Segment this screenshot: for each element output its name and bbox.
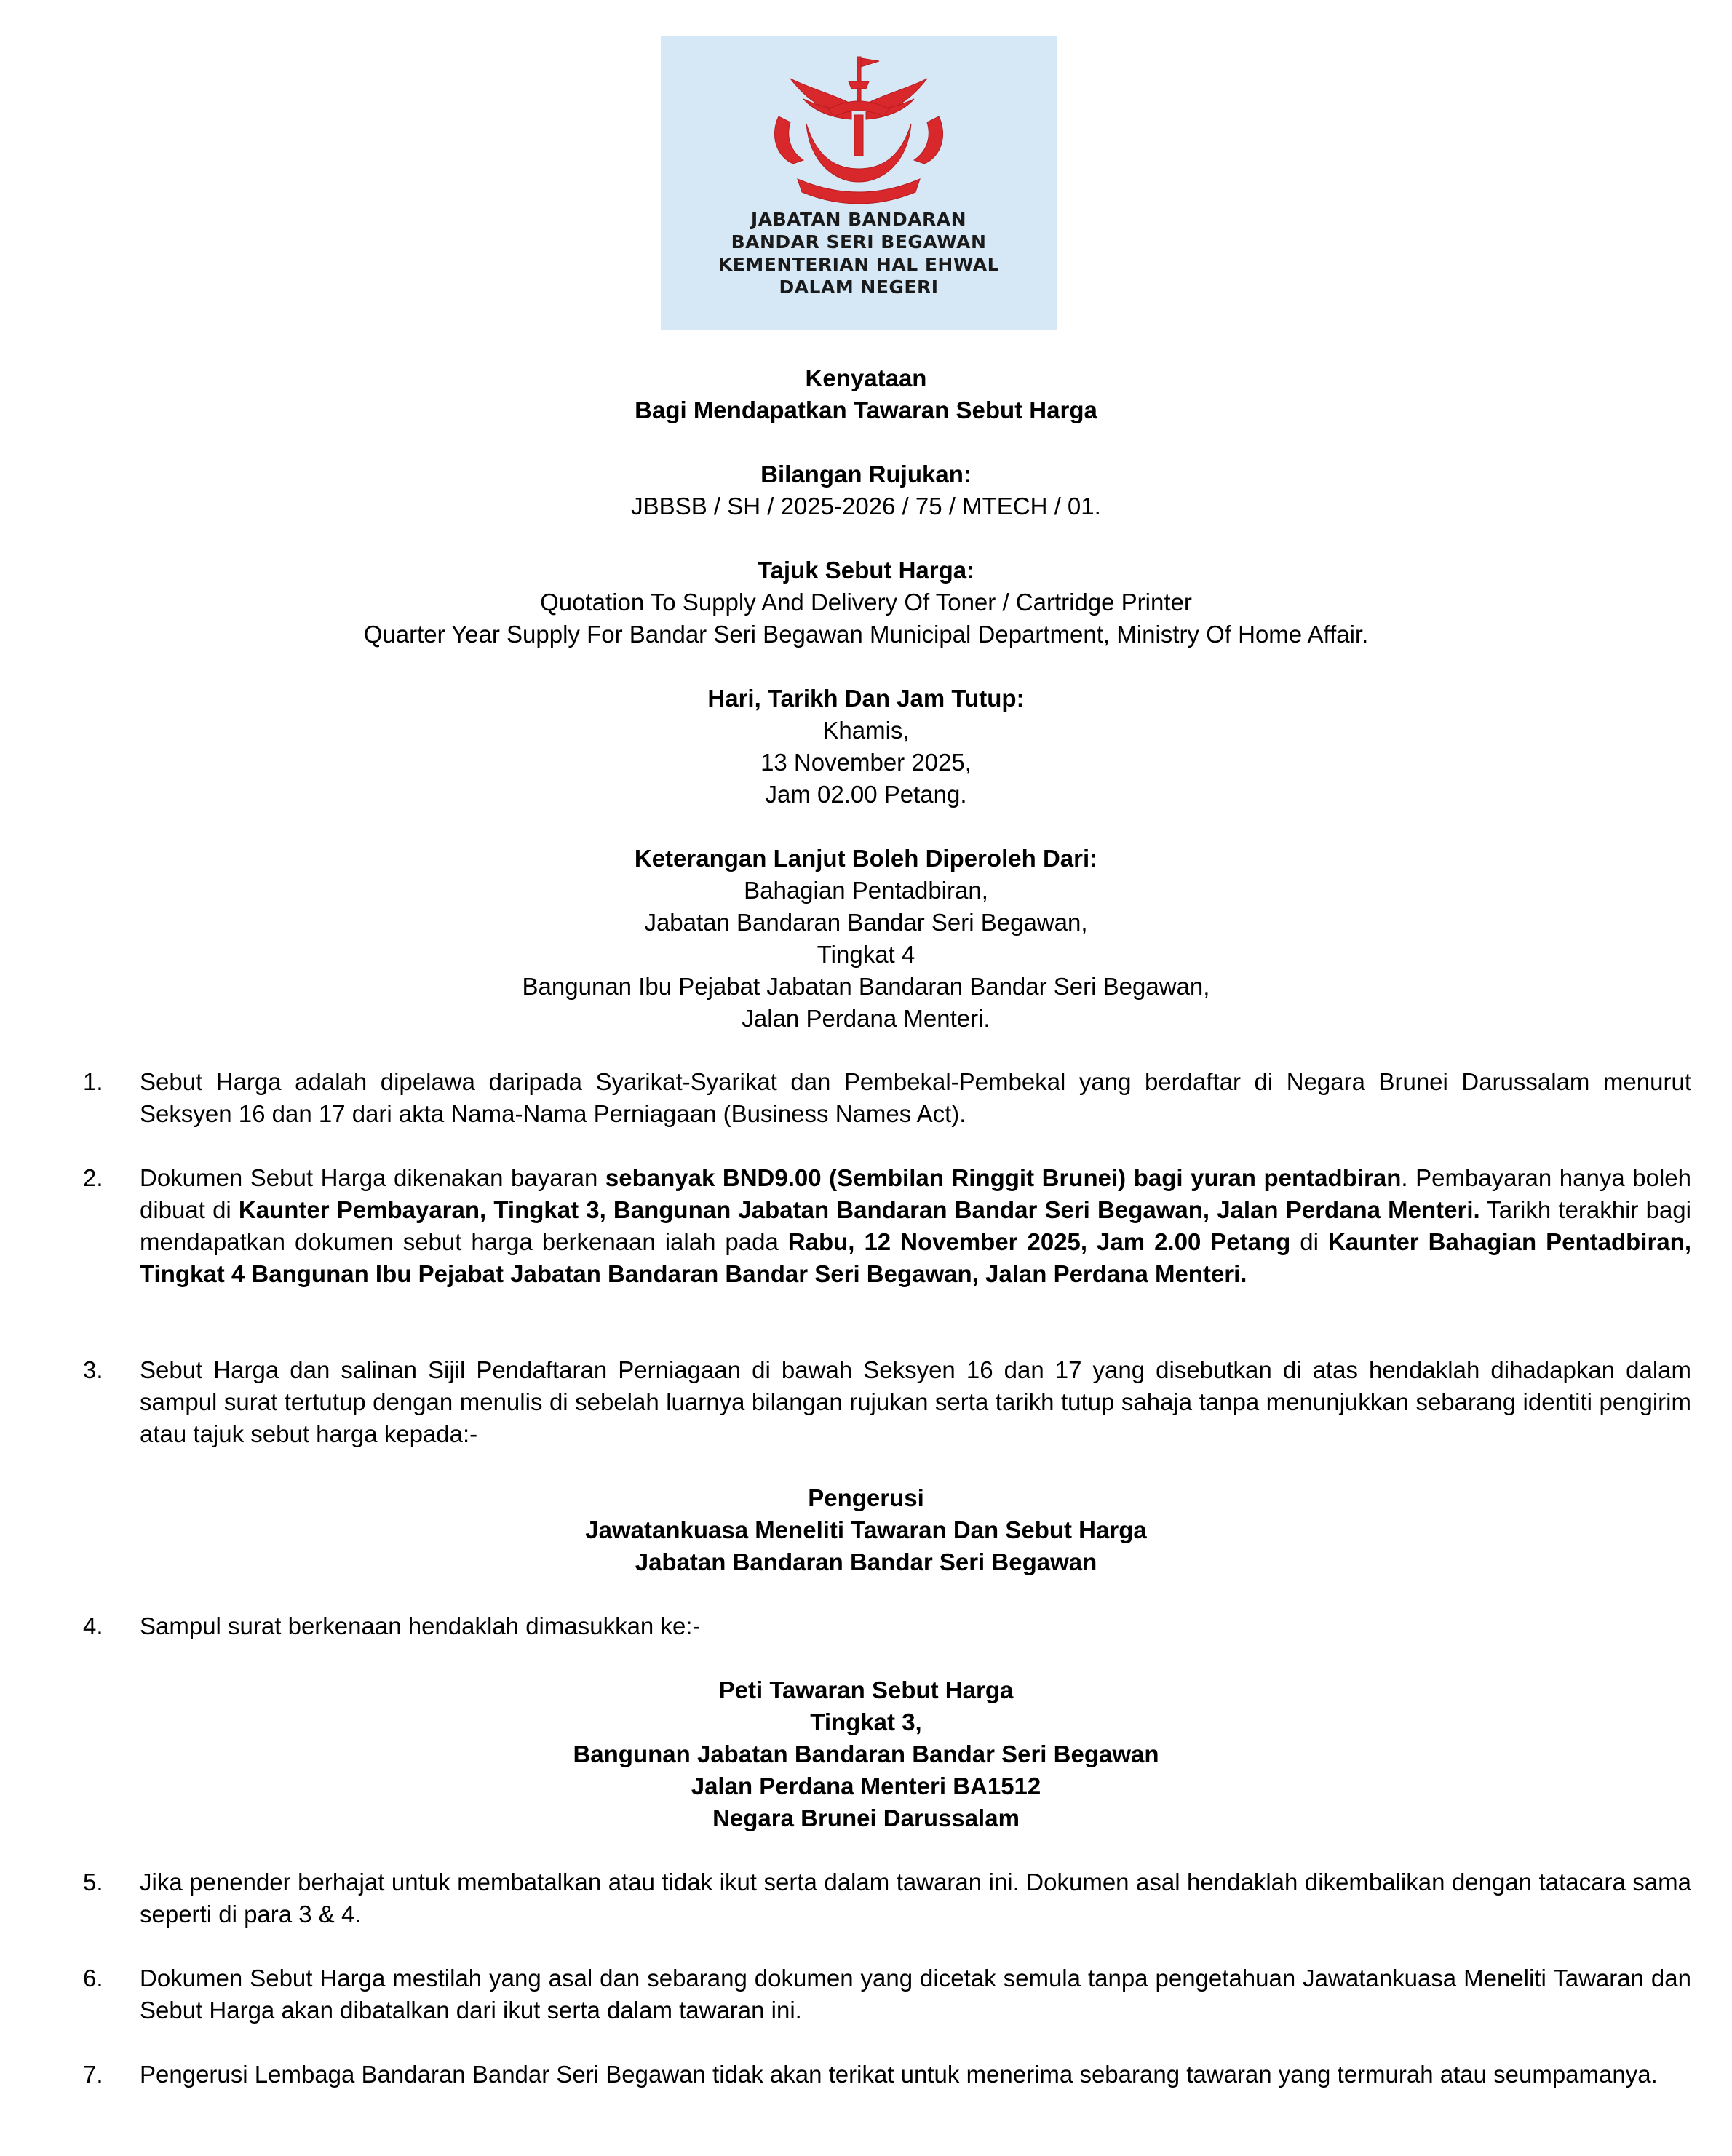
item-text bbox=[140, 1162, 1691, 1290]
item-number: 6. bbox=[83, 1965, 103, 1992]
item-number: 3. bbox=[83, 1356, 103, 1383]
address-line: Tingkat 3, bbox=[810, 1709, 922, 1735]
info-line: Tingkat 4 bbox=[817, 941, 915, 968]
logo-line: JABATAN BANDARAN bbox=[750, 209, 967, 230]
notice-title bbox=[0, 362, 1732, 426]
item-text bbox=[140, 1354, 1691, 1450]
closing-time: Jam 02.00 Petang. bbox=[765, 781, 967, 808]
info-line: Jabatan Bandaran Bandar Seri Begawan, bbox=[644, 909, 1088, 936]
text-segment: Tarikh terakhir bagi mendapatkan dokumen sebut harga berkenaan ialah pada bbox=[140, 1196, 1691, 1255]
addressee-block bbox=[0, 1482, 1732, 1578]
text-segment: di bbox=[1290, 1228, 1328, 1255]
item-text bbox=[140, 1066, 1691, 1130]
text-segment: Dokumen Sebut Harga dikenakan bayaran bbox=[140, 1164, 605, 1191]
item-number: 4. bbox=[83, 1612, 103, 1639]
text-segment: Pengerusi Lembaga Bandaran Bandar Seri Begawan tidak akan terikat untuk menerima sebarang tawaran yang termurah atau seumpamanya. bbox=[140, 2061, 1658, 2088]
logo-line: KEMENTERIAN HAL EHWAL bbox=[718, 254, 1000, 275]
item-number: 2. bbox=[83, 1164, 103, 1191]
subject-label: Tajuk Sebut Harga: bbox=[757, 557, 975, 584]
item-text bbox=[140, 1866, 1691, 1930]
title-line: Kenyataan bbox=[805, 365, 927, 391]
logo-text bbox=[661, 208, 1057, 298]
text-segment: Dokumen Sebut Harga mestilah yang asal dan sebarang dokumen yang dicetak semula tanpa pengetahuan Jawatankuasa Meneliti Tawaran dan Sebut Harga akan dibatalkan dari ikut serta dalam tawaran ini. bbox=[140, 1965, 1691, 2024]
department-logo bbox=[661, 36, 1057, 330]
address-line: Peti Tawaran Sebut Harga bbox=[718, 1676, 1014, 1703]
closing-section bbox=[0, 683, 1732, 811]
info-section bbox=[0, 843, 1732, 1035]
logo-line: DALAM NEGERI bbox=[779, 277, 939, 298]
closing-date: 13 November 2025, bbox=[760, 749, 972, 776]
closing-label: Hari, Tarikh Dan Jam Tutup: bbox=[707, 685, 1025, 712]
text-segment: Jika penender berhajat untuk membatalkan atau tidak ikut serta dalam tawaran ini. Dokumen asal hendaklah dikembalikan dengan tatacara sama seperti di para 3 & 4. bbox=[140, 1869, 1691, 1928]
bold-text-segment: Kaunter Pembayaran, Tingkat 3, Bangunan Jabatan Bandaran Bandar Seri Begawan, Jalan Perdana Menteri. bbox=[238, 1196, 1480, 1223]
item-text bbox=[140, 2058, 1691, 2091]
text-segment: . Pembayaran hanya boleh dibuat di bbox=[140, 1164, 1692, 1223]
reference-label: Bilangan Rujukan: bbox=[760, 461, 972, 488]
text-segment: Sampul surat berkenaan hendaklah dimasukkan ke:- bbox=[140, 1612, 701, 1639]
subject-section bbox=[0, 554, 1732, 651]
item-number: 1. bbox=[83, 1068, 103, 1095]
text-segment: Sebut Harga adalah dipelawa daripada Syarikat-Syarikat dan Pembekal-Pembekal yang berdaftar di Negara Brunei Darussalam menurut Seksyen 16 dan 17 dari akta Nama-Nama Perniagaan (Business Names Act). bbox=[140, 1068, 1691, 1127]
item-number: 5. bbox=[83, 1869, 103, 1896]
addressee-line: Jabatan Bandaran Bandar Seri Begawan bbox=[635, 1548, 1097, 1575]
bold-text-segment: sebanyak BND9.00 (Sembilan Ringgit Brunei) bagi yuran pentadbiran bbox=[605, 1164, 1402, 1191]
logo-line: BANDAR SERI BEGAWAN bbox=[731, 231, 987, 252]
bold-text-segment: Rabu, 12 November 2025, Jam 2.00 Petang bbox=[787, 1228, 1291, 1255]
item-text bbox=[140, 1610, 1691, 1642]
address-line: Bangunan Jabatan Bandaran Bandar Seri Begawan bbox=[573, 1741, 1159, 1767]
brunei-crest-icon bbox=[661, 36, 1057, 208]
address-line: Negara Brunei Darussalam bbox=[712, 1805, 1020, 1831]
closing-day: Khamis, bbox=[822, 717, 910, 744]
address-line: Jalan Perdana Menteri BA1512 bbox=[691, 1773, 1041, 1799]
item-number: 7. bbox=[83, 2061, 103, 2088]
text-segment: Sebut Harga dan salinan Sijil Pendaftaran Perniagaan di bawah Seksyen 16 dan 17 yang disebutkan di atas hendaklah dihadapkan dalam sampul surat tertutup dengan menulis di sebelah luarnya bilangan rujukan serta tarikh tutup sahaja tanpa menunjukkan sebarang identiti pengirim atau tajuk sebut harga kepada:- bbox=[140, 1356, 1691, 1447]
bold-text-segment: Kaunter Bahagian Pentadbiran, Tingkat 4 Bangunan Ibu Pejabat Jabatan Bandaran Bandar Seri Begawan, Jalan Perdana Menteri. bbox=[140, 1228, 1691, 1287]
tender-box-address bbox=[0, 1674, 1732, 1834]
info-line: Bahagian Pentadbiran, bbox=[744, 877, 988, 904]
addressee-line: Jawatankuasa Meneliti Tawaran Dan Sebut Harga bbox=[585, 1516, 1147, 1543]
subject-line: Quotation To Supply And Delivery Of Toner / Cartridge Printer bbox=[540, 589, 1192, 616]
item-text bbox=[140, 1962, 1691, 2026]
info-line: Jalan Perdana Menteri. bbox=[742, 1005, 990, 1032]
title-line: Bagi Mendapatkan Tawaran Sebut Harga bbox=[635, 397, 1097, 423]
info-label: Keterangan Lanjut Boleh Diperoleh Dari: bbox=[634, 845, 1098, 872]
reference-value: JBBSB / SH / 2025-2026 / 75 / MTECH / 01. bbox=[631, 493, 1101, 520]
info-line: Bangunan Ibu Pejabat Jabatan Bandaran Bandar Seri Begawan, bbox=[522, 973, 1210, 1000]
addressee-line: Pengerusi bbox=[808, 1484, 924, 1511]
reference-section bbox=[0, 458, 1732, 522]
subject-line: Quarter Year Supply For Bandar Seri Begawan Municipal Department, Ministry Of Home Affair. bbox=[363, 621, 1369, 648]
